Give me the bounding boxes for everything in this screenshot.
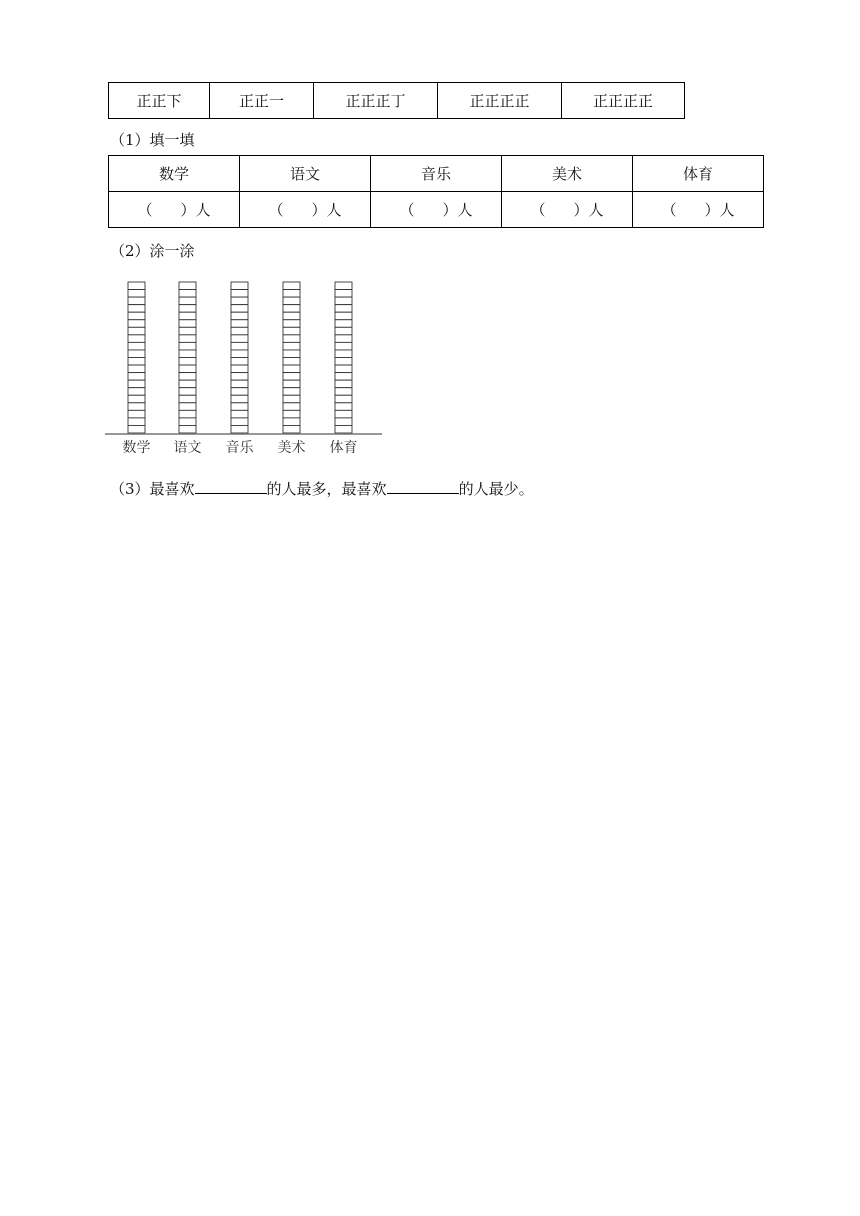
paren-close: ）人 bbox=[704, 201, 735, 219]
column-label: 音乐 bbox=[225, 440, 254, 456]
grid-square[interactable] bbox=[128, 365, 145, 373]
coloring-chart bbox=[100, 276, 390, 460]
answer-cell[interactable] bbox=[502, 192, 633, 228]
grid-square[interactable] bbox=[231, 365, 248, 373]
grid-square[interactable] bbox=[335, 358, 352, 366]
part2-label: （2）涂一涂 bbox=[110, 242, 195, 260]
grid-square[interactable] bbox=[179, 342, 196, 350]
grid-square[interactable] bbox=[128, 425, 145, 433]
grid-square[interactable] bbox=[179, 335, 196, 343]
tally-row bbox=[109, 83, 685, 119]
grid-square[interactable] bbox=[128, 320, 145, 328]
grid-square[interactable] bbox=[283, 342, 300, 350]
paren-open: （ bbox=[661, 201, 677, 219]
grid-square[interactable] bbox=[179, 395, 196, 403]
paren-open: （ bbox=[268, 201, 284, 219]
grid-square[interactable] bbox=[231, 297, 248, 305]
grid-square[interactable] bbox=[231, 327, 248, 335]
column-2 bbox=[179, 282, 196, 433]
grid-square[interactable] bbox=[335, 418, 352, 426]
grid-square[interactable] bbox=[179, 403, 196, 411]
paren-close: ）人 bbox=[180, 201, 211, 219]
grid-square[interactable] bbox=[128, 380, 145, 388]
fill-table bbox=[108, 155, 764, 228]
grid-square[interactable] bbox=[283, 358, 300, 366]
part3-prefix: （3）最喜欢 bbox=[110, 480, 195, 498]
grid-square[interactable] bbox=[283, 373, 300, 381]
column-5 bbox=[335, 282, 352, 433]
grid-square[interactable] bbox=[128, 342, 145, 350]
grid-square[interactable] bbox=[179, 282, 196, 290]
grid-square[interactable] bbox=[335, 342, 352, 350]
grid-square[interactable] bbox=[231, 305, 248, 313]
tally-cell: 正正一 bbox=[210, 83, 314, 119]
grid-square[interactable] bbox=[231, 320, 248, 328]
grid-square[interactable] bbox=[179, 320, 196, 328]
paren-open: （ bbox=[137, 201, 153, 219]
grid-square[interactable] bbox=[128, 335, 145, 343]
grid-square[interactable] bbox=[128, 418, 145, 426]
paren-open: （ bbox=[530, 201, 546, 219]
grid-square[interactable] bbox=[283, 290, 300, 298]
part3-suffix: 的人最少。 bbox=[458, 480, 534, 498]
grid-square[interactable] bbox=[335, 388, 352, 396]
part3-middle: 的人最多，最喜欢 bbox=[266, 480, 387, 498]
column-3 bbox=[231, 282, 248, 433]
column-label: 体育 bbox=[329, 440, 358, 456]
grid-square[interactable] bbox=[283, 418, 300, 426]
grid-square[interactable] bbox=[283, 305, 300, 313]
grid-square[interactable] bbox=[231, 403, 248, 411]
grid-square[interactable] bbox=[283, 327, 300, 335]
grid-square[interactable] bbox=[128, 410, 145, 418]
grid-square[interactable] bbox=[283, 335, 300, 343]
grid-square[interactable] bbox=[231, 425, 248, 433]
paren-close: ）人 bbox=[573, 201, 604, 219]
grid-square[interactable] bbox=[179, 358, 196, 366]
grid-square[interactable] bbox=[335, 373, 352, 381]
grid-square[interactable] bbox=[128, 305, 145, 313]
part1-label: （1）填一填 bbox=[110, 131, 195, 149]
grid-square[interactable] bbox=[128, 395, 145, 403]
tally-cell: 正正正正 bbox=[562, 83, 685, 119]
grid-square[interactable] bbox=[128, 290, 145, 298]
grid-square[interactable] bbox=[283, 410, 300, 418]
grid-square[interactable] bbox=[335, 312, 352, 320]
grid-square[interactable] bbox=[335, 380, 352, 388]
column-1 bbox=[128, 282, 145, 433]
grid-square[interactable] bbox=[128, 358, 145, 366]
grid-square[interactable] bbox=[335, 320, 352, 328]
grid-square[interactable] bbox=[128, 312, 145, 320]
grid-square[interactable] bbox=[231, 342, 248, 350]
tally-cell: 正正正丁 bbox=[314, 83, 438, 119]
grid-square[interactable] bbox=[231, 350, 248, 358]
answer-cell[interactable] bbox=[633, 192, 764, 228]
grid-square[interactable] bbox=[335, 403, 352, 411]
grid-square[interactable] bbox=[231, 335, 248, 343]
grid-square[interactable] bbox=[179, 327, 196, 335]
grid-square[interactable] bbox=[179, 312, 196, 320]
grid-square[interactable] bbox=[335, 395, 352, 403]
grid-square[interactable] bbox=[283, 320, 300, 328]
subject-header: 音乐 bbox=[371, 156, 502, 192]
grid-square[interactable] bbox=[231, 358, 248, 366]
part3-sentence bbox=[110, 478, 534, 499]
answer-cell[interactable] bbox=[240, 192, 371, 228]
grid-square[interactable] bbox=[283, 403, 300, 411]
subject-header: 体育 bbox=[633, 156, 764, 192]
fill-header-row bbox=[109, 156, 764, 192]
grid-square[interactable] bbox=[231, 388, 248, 396]
paren-close: ）人 bbox=[311, 201, 342, 219]
fill-answer-row bbox=[109, 192, 764, 228]
tally-cell: 正正正正 bbox=[438, 83, 562, 119]
grid-square[interactable] bbox=[128, 327, 145, 335]
answer-blank-most[interactable] bbox=[195, 479, 267, 494]
grid-square[interactable] bbox=[283, 312, 300, 320]
paren-open: （ bbox=[399, 201, 415, 219]
grid-square[interactable] bbox=[231, 410, 248, 418]
grid-square[interactable] bbox=[231, 290, 248, 298]
column-label: 数学 bbox=[122, 440, 151, 456]
grid-square[interactable] bbox=[335, 305, 352, 313]
grid-square[interactable] bbox=[335, 297, 352, 305]
grid-square[interactable] bbox=[283, 350, 300, 358]
subject-header: 数学 bbox=[109, 156, 240, 192]
grid-square[interactable] bbox=[283, 425, 300, 433]
column-4 bbox=[283, 282, 300, 433]
grid-square[interactable] bbox=[335, 282, 352, 290]
grid-square[interactable] bbox=[231, 373, 248, 381]
grid-square[interactable] bbox=[335, 290, 352, 298]
grid-square[interactable] bbox=[231, 380, 248, 388]
grid-square[interactable] bbox=[179, 388, 196, 396]
answer-blank-least[interactable] bbox=[387, 479, 459, 494]
grid-square[interactable] bbox=[179, 290, 196, 298]
grid-square[interactable] bbox=[283, 395, 300, 403]
subject-header: 美术 bbox=[502, 156, 633, 192]
answer-cell[interactable] bbox=[371, 192, 502, 228]
grid-square[interactable] bbox=[335, 335, 352, 343]
grid-square[interactable] bbox=[128, 388, 145, 396]
grid-square[interactable] bbox=[179, 297, 196, 305]
grid-square[interactable] bbox=[179, 425, 196, 433]
grid-square[interactable] bbox=[179, 418, 196, 426]
grid-square[interactable] bbox=[283, 380, 300, 388]
grid-square[interactable] bbox=[231, 312, 248, 320]
grid-square[interactable] bbox=[128, 403, 145, 411]
grid-square[interactable] bbox=[335, 327, 352, 335]
grid-square[interactable] bbox=[179, 380, 196, 388]
grid-square[interactable] bbox=[335, 350, 352, 358]
grid-square[interactable] bbox=[179, 305, 196, 313]
grid-square[interactable] bbox=[283, 365, 300, 373]
grid-square[interactable] bbox=[283, 388, 300, 396]
grid-square[interactable] bbox=[283, 297, 300, 305]
grid-square[interactable] bbox=[179, 373, 196, 381]
subject-header: 语文 bbox=[240, 156, 371, 192]
tally-cell: 正正下 bbox=[109, 83, 210, 119]
grid-square[interactable] bbox=[335, 365, 352, 373]
grid-square[interactable] bbox=[179, 410, 196, 418]
grid-square[interactable] bbox=[179, 365, 196, 373]
grid-square[interactable] bbox=[128, 282, 145, 290]
grid-square[interactable] bbox=[335, 425, 352, 433]
tally-table bbox=[108, 82, 685, 119]
column-label: 语文 bbox=[173, 440, 202, 456]
column-label: 美术 bbox=[277, 440, 306, 456]
grid-square[interactable] bbox=[231, 395, 248, 403]
grid-square[interactable] bbox=[231, 418, 248, 426]
paren-close: ）人 bbox=[442, 201, 473, 219]
grid-square[interactable] bbox=[283, 282, 300, 290]
answer-cell[interactable] bbox=[109, 192, 240, 228]
grid-square[interactable] bbox=[335, 410, 352, 418]
grid-square[interactable] bbox=[128, 350, 145, 358]
grid-square[interactable] bbox=[128, 373, 145, 381]
grid-square[interactable] bbox=[128, 297, 145, 305]
grid-square[interactable] bbox=[179, 350, 196, 358]
grid-square[interactable] bbox=[231, 282, 248, 290]
